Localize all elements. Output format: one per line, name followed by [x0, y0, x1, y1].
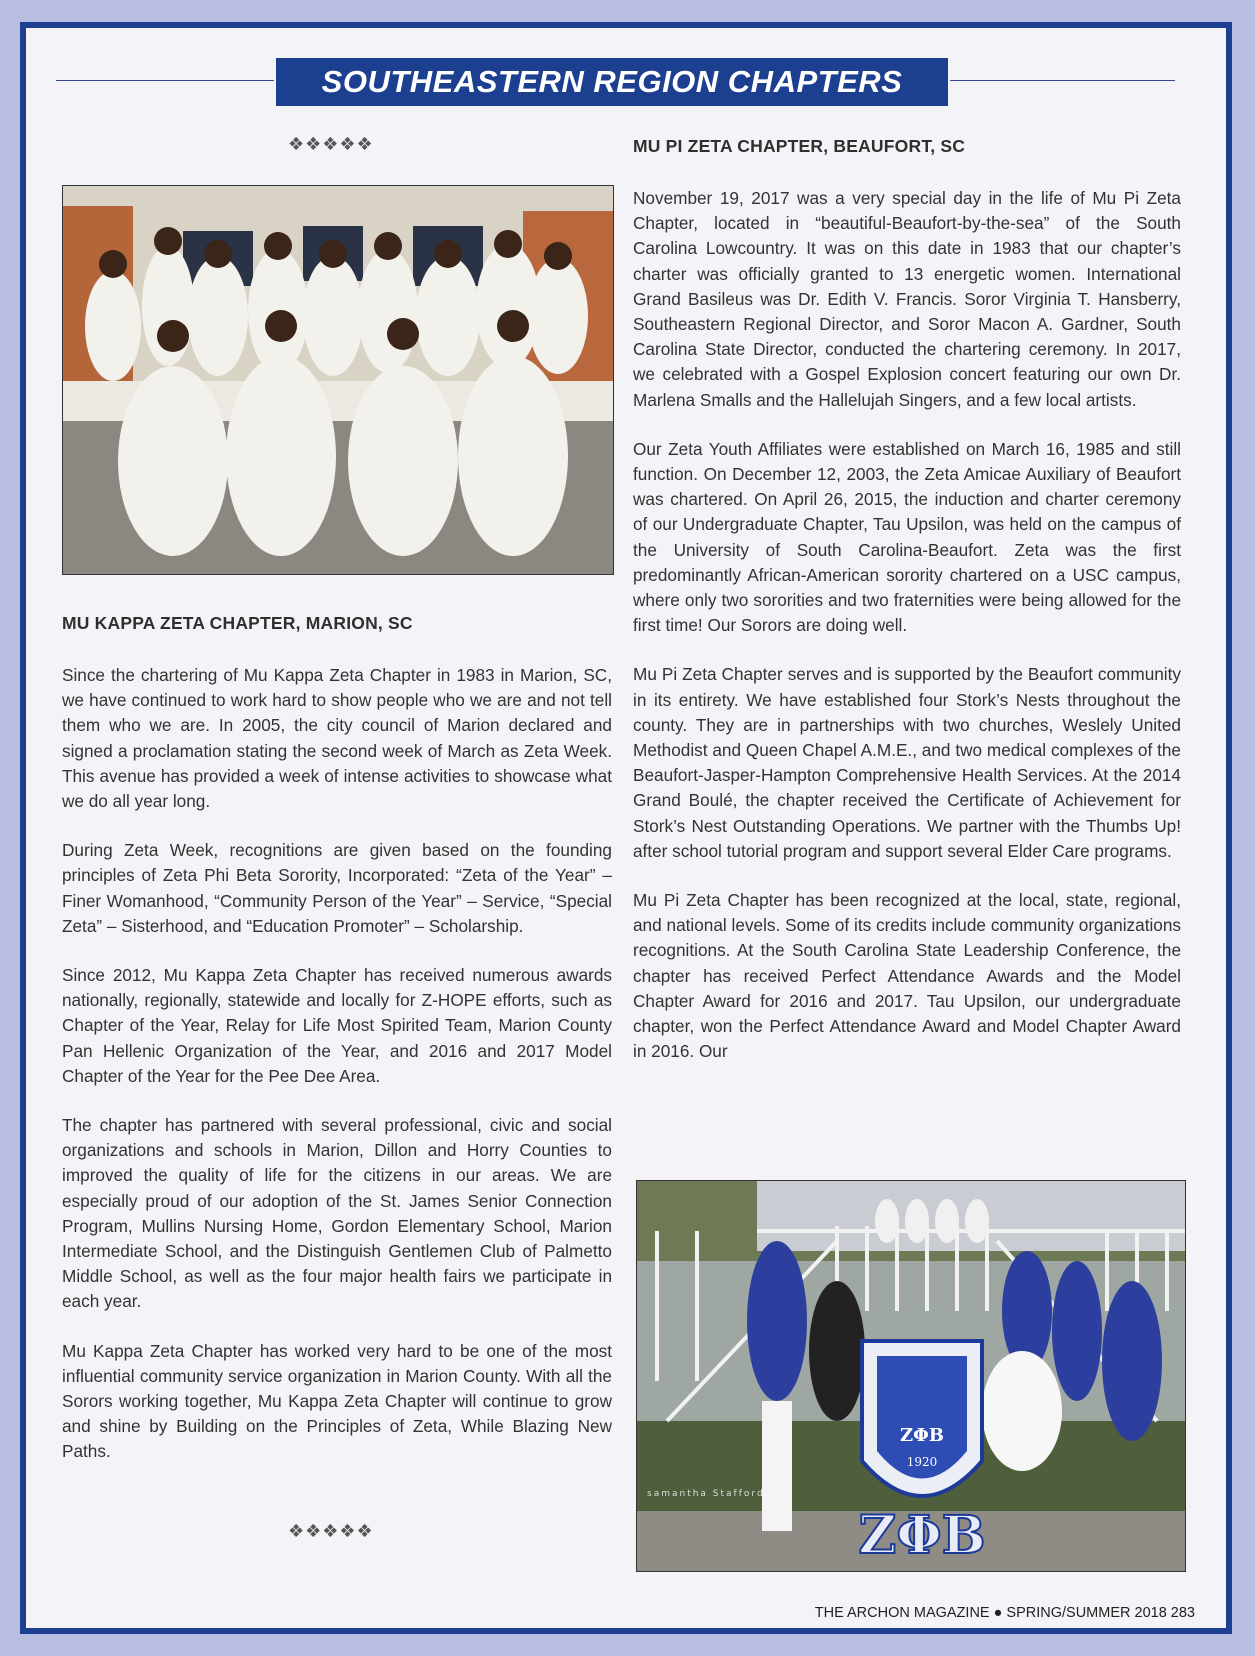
header-rule-right — [950, 80, 1175, 81]
right-paragraph-4: Mu Pi Zeta Chapter has been recognized at the local, state, regional, and national levels. Some of its credits include community organizations recognitions. At the South Carolina State Leadership Conference, the chapter has received Perfect Attendance Awards and the Model Chapter Award for 2016 and 2017. Tau Upsilon, our undergraduate chapter, won the Perfect Attendance Award and Model Chapter Award in 2016. Our — [633, 890, 1181, 1062]
header-rule-left — [56, 80, 274, 81]
right-paragraph-1: November 19, 2017 was a very special day in the life of Mu Pi Zeta Chapter, located in “beautiful-Beaufort-by-the-sea” of the South Carolina Lowcountry. It was on this date in 1983 that our chapter’s charter was officially granted to 13 energetic women. International Grand Basileus was Dr. Edith V. Francis. Soror Virginia T. Hansberry, Southeastern Regional Director, and Soror Macon A. Gardner, South Carolina State Director, conducted the chartering ceremony. In 2017, we celebrated with a Gospel Explosion concert featuring our own Dr. Marlena Smalls and the Hallelujah Singers, and a few local artists. — [633, 188, 1181, 410]
page-footer: THE ARCHON MAGAZINE ● SPRING/SUMMER 2018 283 — [814, 1605, 1195, 1621]
group-photo-beaufort — [636, 1180, 1186, 1572]
left-paragraph-1: Since the chartering of Mu Kappa Zeta Chapter in 1983 in Marion, SC, we have continued to work hard to show people who we are and not tell them who we are. In 2005, the city council of Marion declared and signed a proclamation stating the second week of March as Zeta Week. This avenue has provided a week of intense activities to showcase what we do all year long. — [62, 665, 612, 812]
heading-mu-pi-zeta: MU PI ZETA CHAPTER, BEAUFORT, SC — [633, 136, 966, 156]
heading-mu-kappa-zeta: MU KAPPA ZETA CHAPTER, MARION, SC — [62, 613, 413, 633]
section-banner: SOUTHEASTERN REGION CHAPTERS — [276, 58, 948, 106]
right-paragraph-2: Our Zeta Youth Affiliates were established on March 16, 1985 and still function. On December 12, 2003, the Zeta Amicae Auxiliary of Beaufort was chartered. On April 26, 2015, the induction and charter ceremony of our Undergraduate Chapter, Tau Upsilon, was held on the campus of the University of South Carolina-Beaufort. Zeta was the first predominantly African-American sorority chartered on a USC campus, where only two sororities and two fraternities were being allowed for the first time! Our Sorors are doing well. — [633, 438, 1181, 636]
crest-letters-small: ZΦB — [899, 1425, 945, 1446]
left-paragraph-3: Since 2012, Mu Kappa Zeta Chapter has received numerous awards nationally, regionally, statewide and locally for Z-HOPE efforts, such as Chapter of the Year, Relay for Life Most Spirited Team, Marion County Pan Hellenic Organization of the Year, and 2016 and 2017 Model Chapter of the Year for the Pee Dee Area. — [62, 965, 612, 1086]
left-paragraph-4: The chapter has partnered with several professional, civic and social organizations and schools in Marion, Dillon and Horry Counties to improved the quality of life for the citizens in our areas. We are especially proud of our adoption of the St. James Senior Connection Program, Mullins Nursing Home, Gordon Elementary School, Marion Intermediate School, and the Distinguish Gentlemen Club of Palmetto Middle School, as well as the four major health fairs we participate in each year. — [62, 1115, 612, 1312]
left-column-text — [62, 663, 612, 1489]
crest-year: 1920 — [906, 1455, 938, 1469]
group-photo-marion — [62, 185, 614, 575]
right-paragraph-3: Mu Pi Zeta Chapter serves and is supported by the Beaufort community in its entirety. We have established four Stork’s Nests throughout the county. They are in partnerships with two churches, Weslely United Methodist and Queen Chapel A.M.E., and two medical complexes of the Beaufort-Jasper-Hampton Comprehensive Health Services. At the 2014 Grand Boulé, the chapter received the Certificate of Achievement for Stork’s Nest Outstanding Operations. We partner with the Thumbs Up! after school tutorial program and support several Elder Care programs. — [633, 664, 1181, 861]
photo-watermark: samantha Stafford — [647, 1489, 765, 1499]
right-column-text — [633, 186, 1181, 1089]
ornament-top: ❖❖❖❖❖ — [288, 134, 374, 155]
ornament-bottom: ❖❖❖❖❖ — [288, 1521, 374, 1542]
left-paragraph-5: Mu Kappa Zeta Chapter has worked very hard to be one of the most influential community service organization in Marion County. With all the Sorors working together, Mu Kappa Zeta Chapter will continue to grow and shine by Building on the Principles of Zeta, While Blazing New Paths. — [62, 1340, 612, 1462]
crest-letters-large: ZΦB — [858, 1505, 986, 1566]
left-paragraph-2: During Zeta Week, recognitions are given based on the founding principles of Zeta Phi Beta Sorority, Incorporated: “Zeta of the Year” – Finer Womanhood, “Community Person of the Year” – Service, “Special Zeta” – Sisterhood, and “Education Promoter” – Scholarship. — [62, 840, 612, 936]
